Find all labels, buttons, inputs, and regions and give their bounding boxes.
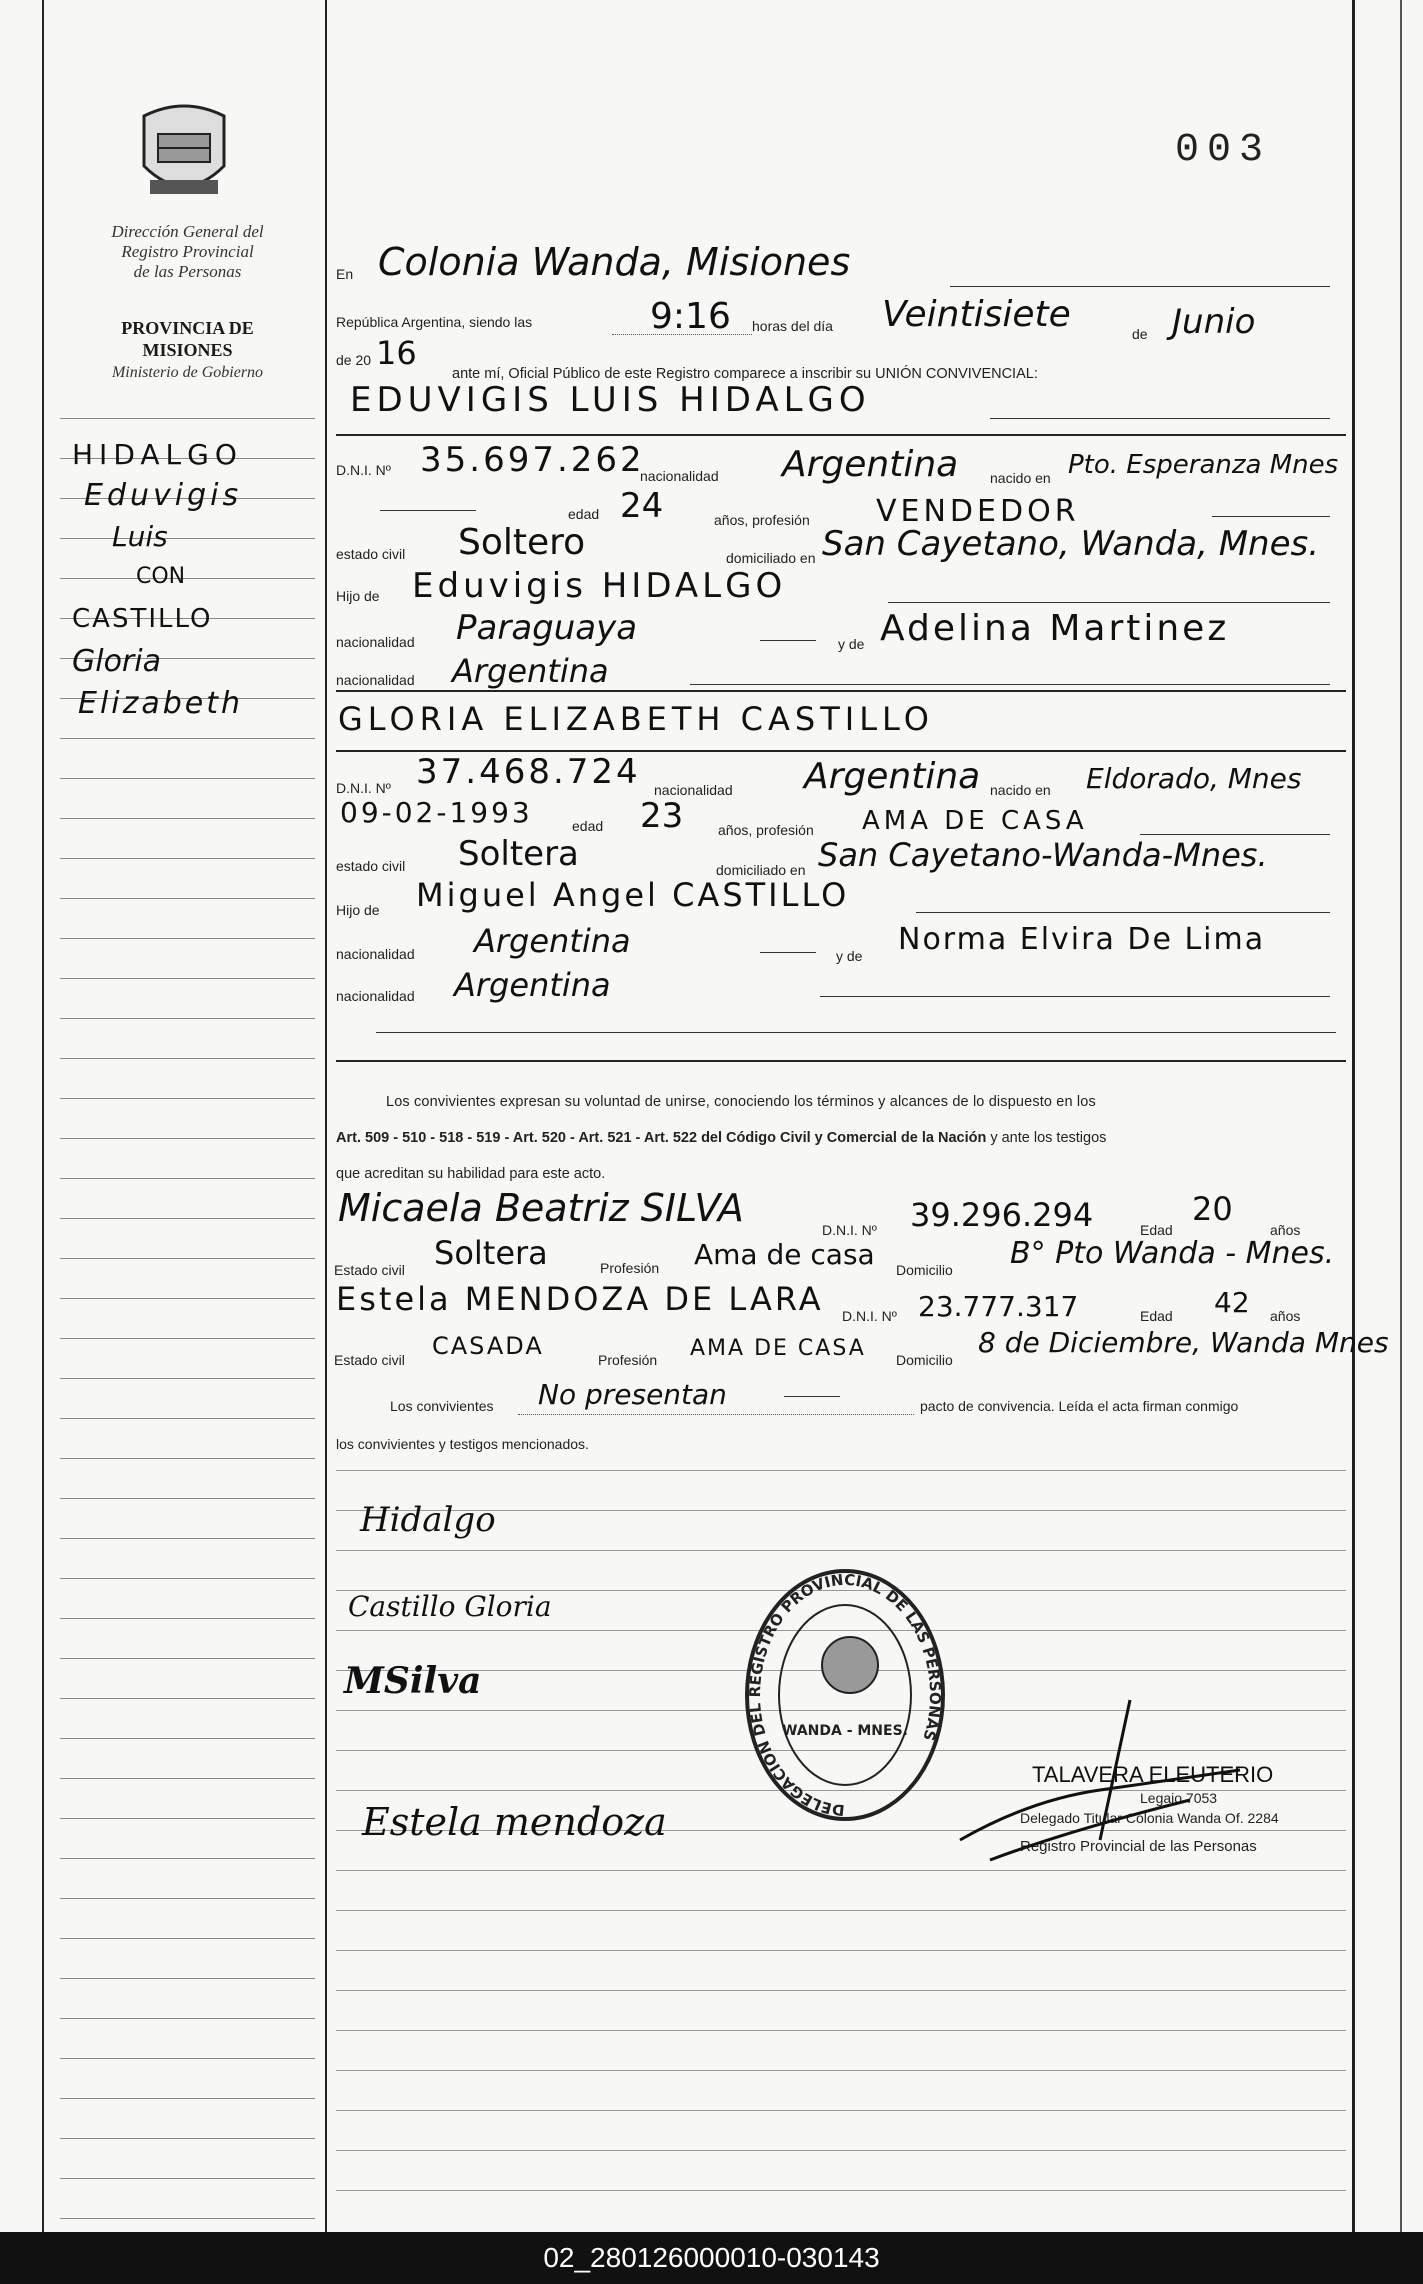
p2-dom-label: domiciliado en [716,862,806,878]
section-divider-4 [336,1060,1346,1062]
p1-age-label: edad [568,506,600,522]
p2-father-nac-label: nacionalidad [336,946,415,962]
margin-rule-line [60,1258,315,1259]
p2-civil-label: estado civil [336,858,406,874]
p1-mother-nac-label: nacionalidad [336,672,415,688]
p2-dom-value: San Cayetano-Wanda-Mnes. [818,836,1268,874]
margin-rule-line [60,1378,315,1379]
w2-dni-label: D.N.I. Nº [842,1308,897,1324]
place-underline [950,286,1330,287]
seal-center-text: WANDA - MNES. [782,1723,908,1739]
p1-father-nac-label: nacionalidad [336,634,415,650]
margin-rule-line [60,1018,315,1019]
p2-mother-nac-value: Argentina [454,966,611,1004]
margin-rule-line [60,898,315,899]
signature-4: Estela mendoza [362,1800,667,1844]
p1-dni-label: D.N.I. Nº [336,462,391,478]
p1-mother-value: Adelina Martinez [880,608,1230,649]
margin-rule-line [60,1458,315,1459]
seal-ring-text: DELEGACIÓN DEL REGISTRO PROVINCIAL DE LAS PERSONAS [745,1570,945,1820]
pact-line-2: los convivientes y testigos mencionados. [336,1436,589,1452]
pact-prefix: Los convivientes [390,1398,494,1414]
p1-dob-underline [380,510,476,511]
w2-age-label: Edad [1140,1308,1173,1324]
p2-nac-value: Argentina [804,756,981,797]
margin-rule-line [60,1418,315,1419]
province-line-2: MISIONES [142,340,233,360]
body-rule-line [336,2150,1346,2151]
margin-note-line-1: HIDALGO [72,438,243,471]
p1-father-nac-dash [760,640,816,641]
p2-prof-value: AMA DE CASA [862,806,1088,836]
dept-line-3: de las Personas [133,262,242,281]
p2-dni-value: 37.468.724 [416,752,641,792]
p2-mother-nac-underline [820,996,1330,997]
p1-mother-nac-underline [690,684,1330,685]
section-divider-2 [336,690,1346,692]
w2-name-value: Estela MENDOZA DE LARA [336,1280,824,1318]
w1-age-value: 20 [1192,1190,1233,1228]
place-value: Colonia Wanda, Misiones [378,240,851,284]
margin-rule-line [60,1138,315,1139]
official-signature-stroke [950,1690,1250,1890]
margin-rule-line [60,978,315,979]
margin-rule-line [60,1298,315,1299]
province-line-1: PROVINCIA DE [121,318,254,338]
body-rule-line [336,2030,1346,2031]
p1-dom-label: domiciliado en [726,550,816,566]
body-rule-line [336,1990,1346,1991]
declaration-line-3: que acreditan su habilidad para este acto. [336,1166,606,1182]
p1-civil-value: Soltero [458,522,586,563]
p2-father-nac-dash [760,952,816,953]
margin-rule-line [60,1698,315,1699]
w2-civil-label: Estado civil [334,1352,405,1368]
p1-mother-nac-value: Argentina [452,652,609,690]
margin-rule-line [60,1938,315,1939]
document-footer-code: 02_280126000010-030143 [0,2232,1423,2284]
p2-nac-label: nacionalidad [654,782,733,798]
margin-rule-line [60,1178,315,1179]
margin-rule-line [60,1658,315,1659]
margin-rule-line [60,1818,315,1819]
w2-prof-value: AMA DE CASA [690,1336,866,1361]
ministry-label: Ministerio de Gobierno [111,364,264,381]
official-role: Delegado Titular Colonia Wanda Of. 2284 [1020,1810,1279,1826]
p1-prof-value: VENDEDOR [876,494,1080,529]
w2-civil-value: CASADA [432,1332,544,1360]
margin-rule-line [60,1538,315,1539]
pact-dash [784,1396,840,1397]
w1-age-label: Edad [1140,1222,1173,1238]
body-rule-line [336,1550,1346,1551]
p2-prof-underline [1140,834,1330,835]
official-org: Registro Provincial de las Personas [1020,1838,1257,1855]
w1-dni-label: D.N.I. Nº [822,1222,877,1238]
w2-dom-label: Domicilio [896,1352,953,1368]
p2-father-underline [916,912,1330,913]
margin-rule-line [60,2018,315,2019]
margin-rule-line [60,418,315,419]
year-suffix: 16 [376,334,417,372]
declaration-line-1: Los convivientes expresan su voluntad de unirse, conociendo los términos y alcances de lo dispuesto en los [386,1094,1096,1110]
margin-rule-line [60,2138,315,2139]
right-page-rule [1352,0,1355,2232]
p2-civil-value: Soltera [458,834,579,874]
body-rule-line [336,2070,1346,2071]
margin-rule-line [60,2058,315,2059]
margin-rule-line [60,1058,315,1059]
w1-prof-value: Ama de casa [694,1238,875,1271]
margin-rule-line [60,1898,315,1899]
w1-civil-value: Soltera [434,1234,548,1272]
margin-rule-line [60,1738,315,1739]
w2-dni-value: 23.777.317 [918,1290,1079,1323]
body-rule-line [336,2190,1346,2191]
margin-rule-line [60,818,315,819]
p1-dom-value: San Cayetano, Wanda, Mnes. [822,524,1320,564]
p1-father-underline [888,602,1330,603]
official-legajo: Legajo 7053 [1140,1790,1218,1806]
p2-extra-underline [376,1032,1336,1033]
margin-note-line-2: Eduvigis [84,478,243,513]
w2-prof-label: Profesión [598,1352,658,1368]
body-rule-line [336,1470,1346,1471]
margin-rule-line [60,1858,315,1859]
signature-2: Castillo Gloria [348,1590,552,1623]
margin-note-line-4: CON [136,564,186,589]
declaration-line-2-rest: y ante los testigos [990,1130,1107,1146]
p2-mother-nac-label: nacionalidad [336,988,415,1004]
de-label: de [1132,326,1148,342]
w1-years-label: años [1270,1222,1301,1238]
p1-years-label: años, profesión [714,512,810,528]
margin-note-line-3: Luis [112,520,168,553]
p2-dob-value: 09-02-1993 [340,796,533,829]
p1-son-label: Hijo de [336,588,380,604]
dept-line-2: Registro Provincial [121,242,254,261]
horas-label: horas del día [752,318,833,334]
w2-dom-value: 8 de Diciembre, Wanda Mnes [978,1326,1389,1359]
p2-age-value: 23 [640,796,684,836]
p1-mother-label: y de [838,636,865,652]
margin-rule-line [60,2178,315,2179]
year-prefix: de 20 [336,352,372,368]
p2-dni-label: D.N.I. Nº [336,780,391,796]
republica-label: República Argentina, siendo las [336,314,533,330]
margin-rule-line [60,1778,315,1779]
w1-dom-value: B° Pto Wanda - Mnes. [1010,1236,1335,1271]
margin-rule-line [60,858,315,859]
p2-born-label: nacido en [990,782,1051,798]
p2-born-value: Eldorado, Mnes [1086,762,1302,795]
p1-born-label: nacido en [990,470,1051,486]
body-rule-line [336,2110,1346,2111]
w1-prof-label: Profesión [600,1260,660,1276]
w1-dom-label: Domicilio [896,1262,953,1278]
p1-civil-label: estado civil [336,546,406,562]
margin-rule-line [60,1218,315,1219]
margin-rule-line [60,1618,315,1619]
p1-nac-value: Argentina [782,444,959,485]
p2-age-label: edad [572,818,604,834]
official-name: TALAVERA ELEUTERIO [1032,1762,1274,1787]
margin-rule-line [60,1978,315,1979]
day-value: Veintisiete [882,294,1071,335]
page-number: 003 [1175,128,1272,173]
p2-mother-label: y de [836,948,863,964]
pact-value: No presentan [538,1378,727,1411]
dept-line-1: Dirección General del [111,222,264,241]
margin-note-line-7: Elizabeth [78,686,244,721]
declaration-line-2 [336,1130,1106,1146]
w2-years-label: años [1270,1308,1301,1324]
name1-value: EDUVIGIS LUIS HIDALGO [350,380,871,420]
signature-3: MSilva [344,1660,482,1702]
right-outer-edge [1400,0,1402,2232]
margin-rule-line [60,578,315,579]
w2-age-value: 42 [1214,1286,1250,1319]
margin-rule-line [60,738,315,739]
p2-father-nac-value: Argentina [474,922,631,960]
margin-rule-line [60,1098,315,1099]
margin-rule-line [60,2098,315,2099]
signature-1: Hidalgo [360,1500,496,1540]
margin-rule-line [60,2218,315,2219]
w1-name-value: Micaela Beatriz SILVA [338,1186,744,1230]
coat-of-arms-logo [136,96,232,208]
ante-label: ante mí, Oficial Público de este Registro comparece a inscribir su UNIÓN CONVIVENCIAL: [452,366,1038,382]
p2-son-label: Hijo de [336,902,380,918]
pact-dots [518,1414,914,1415]
margin-rule-line [60,778,315,779]
margin-rule-line [60,538,315,539]
official-seal [740,1560,950,1830]
name2-value: GLORIA ELIZABETH CASTILLO [338,700,934,738]
w1-dni-value: 39.296.294 [910,1196,1094,1234]
margin-rule-line [60,1338,315,1339]
name1-underline [990,418,1330,419]
section-divider-1 [336,434,1346,436]
p1-prof-underline [1212,516,1330,517]
p2-mother-value: Norma Elvira De Lima [898,922,1266,957]
time-value: 9:16 [650,296,731,337]
declaration-articles: Art. 509 - 510 - 518 - 519 - Art. 520 - Art. 521 - Art. 522 del Código Civil y Comercial de la Nación [336,1130,987,1146]
p1-father-value: Eduvigis HIDALGO [412,566,787,606]
margin-rule-line [60,938,315,939]
body-rule-line [336,1910,1346,1911]
p1-born-value: Pto. Esperanza Mnes [1068,450,1339,480]
margin-rule-line [60,1498,315,1499]
month-value: Junio [1172,302,1256,342]
p2-father-value: Miguel Angel CASTILLO [416,876,850,914]
p1-age-value: 24 [620,486,664,526]
margin-note-line-6: Gloria [72,644,161,679]
p1-nac-label: nacionalidad [640,468,719,484]
margin-note-line-5: CASTILLO [72,604,213,634]
p1-father-nac-value: Paraguaya [456,608,638,648]
center-column-rule [325,0,327,2232]
en-label: En [336,266,354,282]
margin-rule-line [60,1578,315,1579]
p1-dni-value: 35.697.262 [420,440,645,480]
body-rule-line [336,1950,1346,1951]
pact-suffix: pacto de convivencia. Leída el acta firman conmigo [920,1398,1239,1414]
w1-civil-label: Estado civil [334,1262,405,1278]
p2-years-label: años, profesión [718,822,814,838]
left-page-edge [42,0,44,2232]
